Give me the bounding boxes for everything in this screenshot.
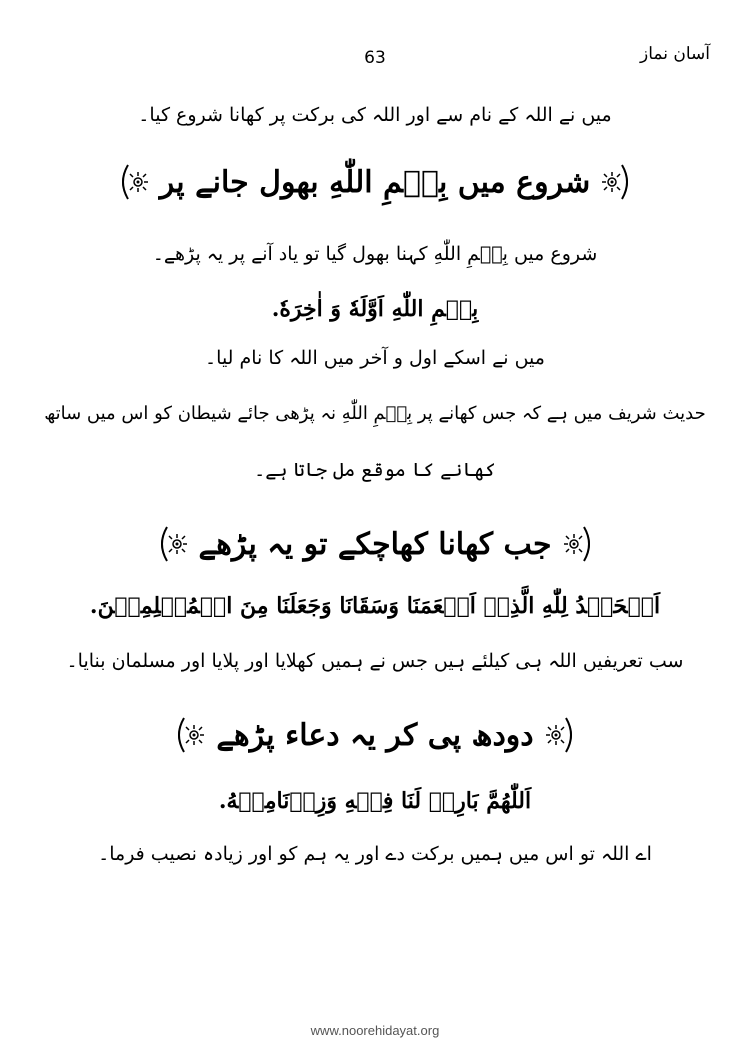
book-title: آسان نماز — [640, 44, 710, 64]
paragraph-line: حدیث شریف میں ہے کہ جس کھانے پر بِسۡمِ اللّٰهِ نہ پڑھی جائے شیطان کو اس میں ساتھ — [44, 403, 706, 424]
text-line: سب تعریفیں اللہ ہی کیلئے ہیں جس نے ہمیں کھلایا اور پلایا اور مسلمان بنایا۔ — [66, 650, 684, 672]
section-heading — [0, 716, 750, 754]
page-number: 63 — [364, 48, 386, 68]
heading-text: جب کھانا کھاچکے تو یہ پڑھے — [198, 526, 552, 562]
text-line: شروع میں بِسۡمِ اللّٰهِ کہنا بھول گیا تو یاد آنے پر یہ پڑھے۔ — [152, 243, 598, 265]
footer-website-link[interactable]: www.noorehidayat.org — [310, 1023, 440, 1038]
arabic-dua: بِسۡمِ اللّٰهِ اَوَّلَهٗ وَ اٰخِرَهٗ. — [271, 296, 479, 322]
heading-text: شروع میں بِسۡمِ اللّٰهِ بھول جانے پر — [159, 164, 591, 200]
text-line: اے اللہ تو اس میں ہمیں برکت دے اور یہ ہم کو اور زیادہ نصیب فرما۔ — [98, 843, 652, 865]
ornament-right-icon — [544, 716, 578, 754]
text-line: میں نے اسکے اول و آخر میں اللہ کا نام لیا۔ — [205, 347, 545, 369]
text-line: میں نے اللہ کے نام سے اور اللہ کی برکت پر کھانا شروع کیا۔ — [138, 104, 612, 126]
ornament-left-icon — [172, 716, 206, 754]
section-heading — [0, 525, 750, 563]
arabic-dua: اَللّٰهُمَّ بَارِکۡ لَنَا فِیۡهِ وَزِدۡنَامِنۡهُ. — [218, 788, 532, 814]
ornament-right-icon — [600, 163, 634, 201]
ornament-right-icon — [562, 525, 596, 563]
section-heading — [0, 163, 750, 201]
heading-text: دودھ پی کر یہ دعاء پڑھے — [216, 717, 534, 753]
paragraph-line: کھانے کا موقع مل جاتا ہے۔ — [254, 459, 496, 481]
arabic-dua: اَلۡحَمۡدُ لِلّٰهِ الَّذِیۡ اَطۡعَمَنَا وَسَقَانَا وَجَعَلَنَا مِنَ الۡمُسۡلِمِیۡنَ. — [89, 593, 661, 619]
ornament-left-icon — [116, 163, 150, 201]
ornament-left-icon — [155, 525, 189, 563]
